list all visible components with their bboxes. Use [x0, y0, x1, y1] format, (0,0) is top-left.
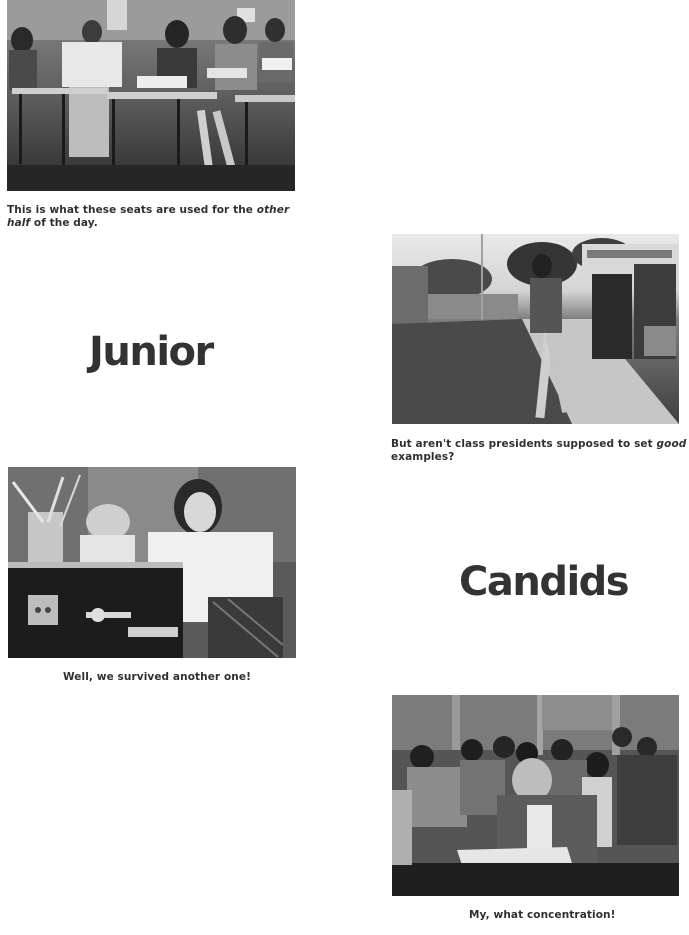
classroom-seats-caption-part1: This is what these seats are used for the: [7, 204, 257, 216]
concentration-caption: My, what concentration!: [469, 909, 616, 921]
classroom-seats-photo: [7, 0, 295, 191]
class-presidents-image: [392, 234, 679, 424]
class-presidents-photo: [392, 234, 679, 424]
survived-caption: Well, we survived another one!: [63, 671, 251, 683]
classroom-seats-caption-emphasis: other half: [7, 204, 290, 229]
survived-photo: [8, 467, 296, 658]
class-presidents-caption-part2: examples?: [391, 451, 455, 463]
concentration-image: [392, 695, 679, 896]
class-presidents-caption-part1: But aren't class presidents supposed to set: [391, 438, 657, 450]
classroom-seats-caption: [7, 204, 307, 230]
classroom-seats-image: [7, 0, 295, 191]
candids-title: Candids: [459, 559, 629, 605]
junior-title: Junior: [89, 329, 213, 375]
class-presidents-caption: [391, 438, 687, 464]
survived-image: [8, 467, 296, 658]
class-presidents-caption-emphasis: good: [656, 438, 687, 450]
concentration-photo: [392, 695, 679, 896]
classroom-seats-caption-part2: of the day.: [30, 217, 98, 229]
